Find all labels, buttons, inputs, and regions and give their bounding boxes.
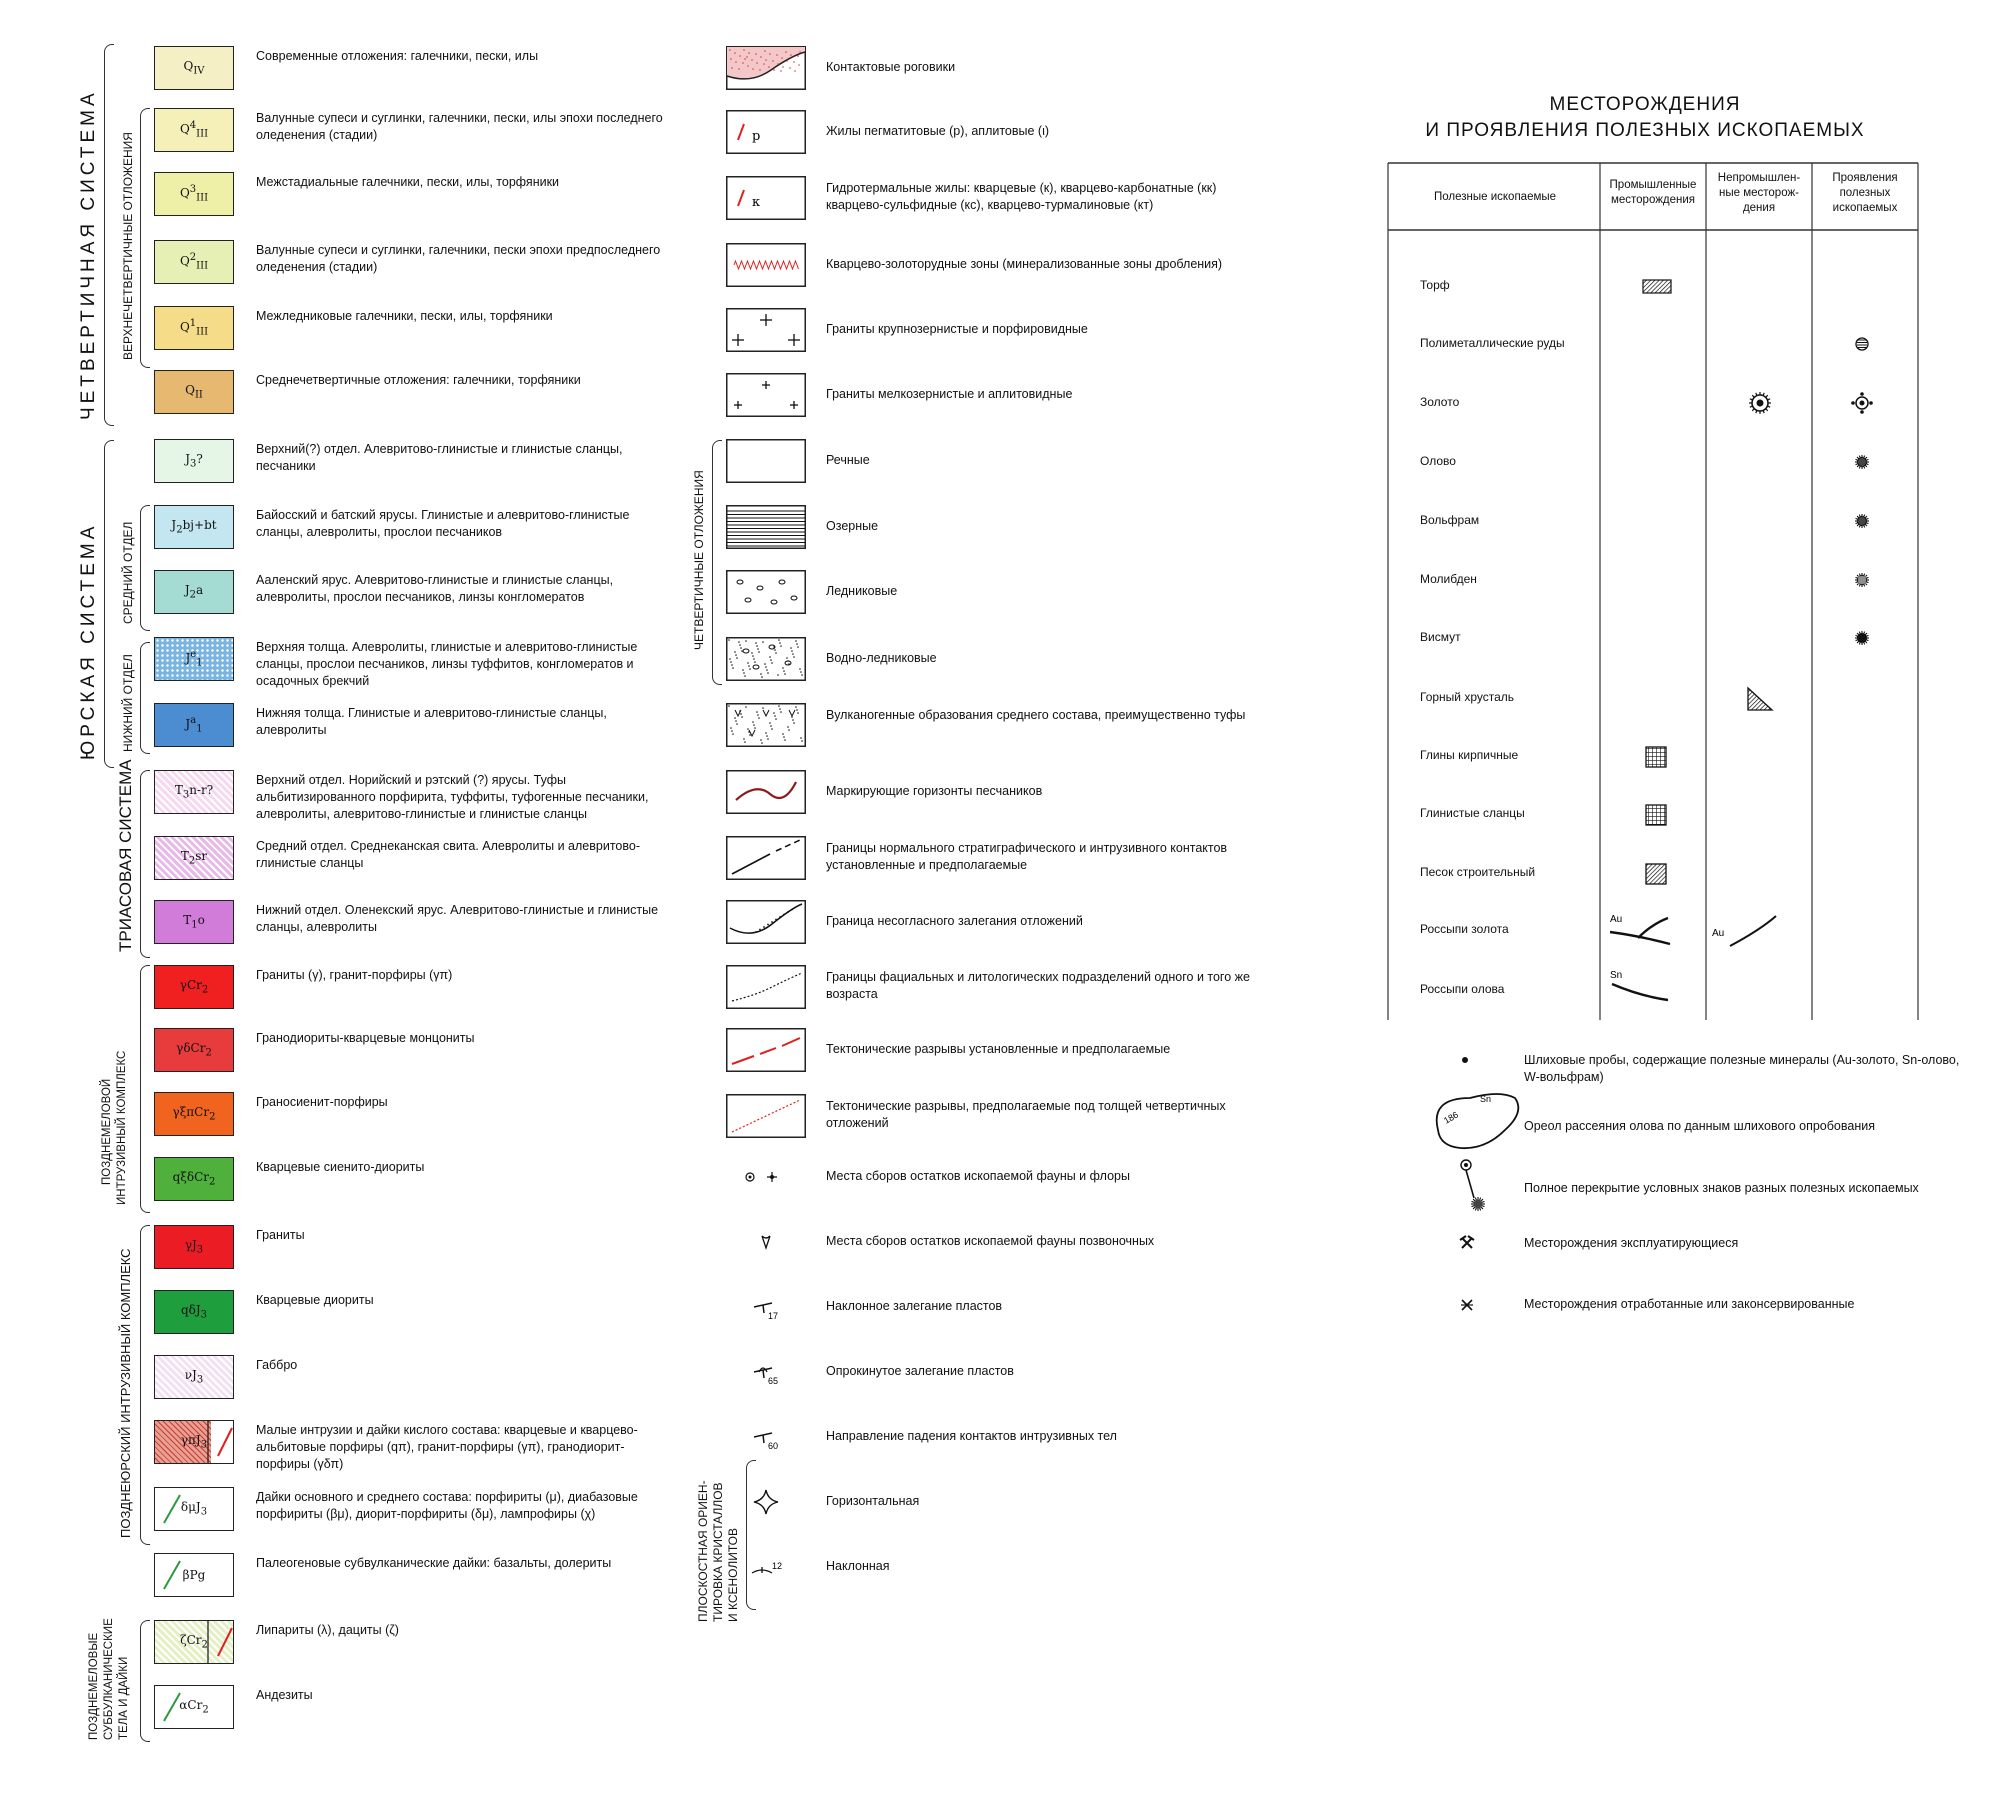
legend-text-23: Палеогеновые субвулканические дайки: базальты, долериты	[256, 1556, 612, 1570]
mineral-row-5: Молибден	[1420, 572, 1477, 586]
mineral-row-1: Полиметаллические руды	[1420, 336, 1565, 350]
label-subvolcanic-2: СУББУЛКАНИЧЕСКИЕ	[103, 1618, 115, 1740]
mineral-row-12: Россыпи олова	[1420, 982, 1505, 996]
legend-code-15: γδCr$_2$	[176, 1041, 212, 1059]
symbol-text-7: Озерные	[826, 519, 879, 533]
symbol-text-21: Направление падения контактов интрузивных тел	[826, 1429, 1117, 1443]
legend-text-24: Липариты (λ), дациты (ζ)	[256, 1623, 399, 1637]
note-text-3: Месторождения эксплуатирующиеся	[1524, 1236, 1739, 1250]
label-planar-3: И КСЕНОЛИТОВ	[726, 1528, 740, 1622]
label-quaternary: ЧЕТВЕРТИЧНАЯ СИСТЕМА	[78, 89, 99, 420]
svg-text:186: 186	[1442, 1109, 1461, 1126]
legend-code-6: $J_3$?	[185, 452, 203, 470]
symbol-text-1: Жилы пегматитовые (р), аплитовые (ι)	[826, 124, 1050, 138]
legend-text-19: Кварцевые диориты	[256, 1293, 374, 1307]
vein-code-2: к	[752, 195, 761, 210]
symbol-text-0: Контактовые роговики	[826, 60, 956, 74]
legend-code-21: γπJ$_3$	[180, 1433, 208, 1451]
symbol-text-11: Маркирующие горизонты песчаников	[826, 784, 1043, 798]
label-lower-jurassic: НИЖНИЙ ОТДЕЛ	[121, 654, 135, 752]
svg-text:Sn: Sn	[1610, 970, 1623, 981]
symbol-text-17: Места сборов остатков ископаемой фауны и флоры	[826, 1169, 1130, 1183]
legend-text-21: Малые интрузии и дайки кислого состава: кварцевые и кварцево-альбитовые порфиры (qπ), гранит-порфиры (γπ), гранодиорит-порфиры (γδπ)	[256, 1423, 638, 1471]
mineral-row-8: Глины кирпичные	[1420, 748, 1519, 762]
dip-angle-21: 60	[768, 1441, 779, 1451]
symbol-text-22: Горизонтальная	[826, 1494, 920, 1508]
legend-text-25: Андезиты	[256, 1688, 313, 1702]
legend-code-10: $J^a_1$	[185, 715, 203, 735]
symbol-text-12: Границы нормального стратиграфического и интрузивного контактов установленные и предполагаемые	[826, 841, 1228, 872]
legend-text-12: Средний отдел. Среднеканская свита. Алевролиты и алевритово-глинистые сланцы	[256, 839, 640, 870]
legend-code-5: $Q_{II}$	[185, 383, 203, 401]
mineral-row-11: Россыпи золота	[1420, 922, 1509, 936]
symbol-text-16: Тектонические разрывы, предполагаемые под толщей четвертичных отложений	[826, 1099, 1226, 1130]
legend-code-22: δμJ$_3$	[180, 1500, 208, 1518]
symbol-text-20: Опрокинутое залегание пластов	[826, 1364, 1014, 1378]
legend-code-9: $J^e_1$	[185, 649, 203, 669]
legend-code-11: $T_3n-r$?	[174, 783, 214, 801]
mineral-row-3: Олово	[1420, 454, 1456, 468]
label-middle-jurassic: СРЕДНИЙ ОТДЕЛ	[121, 521, 135, 624]
mineral-row-6: Висмут	[1420, 630, 1461, 644]
symbol-text-18: Места сборов остатков ископаемой фауны позвоночных	[826, 1234, 1155, 1248]
legend-code-7: $J_2bj+bt$	[171, 518, 217, 536]
label-subvolcanic-1: ПОЗДНЕМЕЛОВЫЕ	[88, 1632, 100, 1740]
legend-text-3: Валунные супеси и суглинки, галечники, пески эпохи предпоследнего оледенения (стадии)	[256, 243, 661, 274]
symbol-text-14: Границы фациальных и литологических подразделений одного и того же возраста	[826, 970, 1250, 1001]
legend-text-2: Межстадиальные галечники, пески, илы, торфяники	[256, 175, 560, 189]
legend-code-17: qξδCr$_2$	[172, 1170, 216, 1188]
legend-code-2: $Q^3_{III}$	[179, 184, 209, 204]
legend-code-24: ζCr$_2$	[180, 1633, 208, 1651]
symbol-text-15: Тектонические разрывы установленные и предполагаемые	[826, 1042, 1171, 1056]
legend-code-19: qδJ$_3$	[180, 1303, 208, 1321]
label-triassic: ТРИАСОВАЯ СИСТЕМА	[116, 759, 135, 952]
legend-code-18: $\gamma J_3$	[184, 1238, 204, 1256]
legend-text-4: Межледниковые галечники, пески, илы, торфяники	[256, 309, 553, 323]
label-quaternary-deposits: ЧЕТВЕРТИЧНЫЕ ОТЛОЖЕНИЯ	[692, 470, 706, 650]
symbol-text-2: Гидротермальные жилы: кварцевые (к), кварцево-карбонатные (кк) кварцево-сульфидные (кс), кварцево-турмалиновые (кт)	[826, 181, 1217, 212]
header-industrial: Промышленные месторождения	[1609, 179, 1697, 206]
label-subvolcanic-3: ТЕЛА И ДАЙКИ	[118, 1656, 130, 1740]
label-planar-1: ПЛОСКОСТНАЯ ОРИЕН-	[696, 1480, 710, 1622]
legend-text-6: Верхний(?) отдел. Алевритово-глинистые и глинистые сланцы, песчаники	[256, 442, 623, 473]
deposits-title-1: МЕСТОРОЖДЕНИЯ	[1549, 94, 1741, 115]
legend-text-9: Верхняя толща. Алевролиты, глинистые и алевритово-глинистые сланцы, прослои песчаников, линзы туффитов, конгломератов и осадочных брекчий	[256, 640, 638, 688]
vein-code-1: р	[752, 129, 761, 144]
legend-text-13: Нижний отдел. Оленекский ярус. Алевритово-глинистые и глинистые сланцы, алевролиты	[256, 903, 659, 934]
note-text-0: Шлиховые пробы, содержащие полезные минералы (Au-золото, Sn-олово, W-вольфрам)	[1524, 1053, 1960, 1084]
legend-text-11: Верхний отдел. Норийский и рэтский (?) ярусы. Туфы альбитизированного порфирита, туффиты, туфогенные песчаники, алевролиты, алевритово-глинистые и глинистые сланцы	[256, 773, 649, 821]
legend-code-23: βPg	[182, 1568, 206, 1582]
legend-text-15: Гранодиориты-кварцевые монцониты	[256, 1031, 475, 1045]
symbol-text-10: Вулканогенные образования среднего состава, преимущественно туфы	[826, 708, 1246, 722]
legend-text-14: Граниты (γ), гранит-порфиры (γπ)	[256, 968, 453, 982]
label-late-cretaceous-1: ПОЗДНЕМЕЛОВОЙ	[101, 1078, 113, 1185]
legend-code-8: $J_2a$	[184, 583, 204, 601]
svg-text:Au: Au	[1610, 914, 1623, 925]
mineral-row-4: Вольфрам	[1420, 513, 1480, 527]
legend-code-3: $Q^2_{III}$	[179, 252, 209, 272]
dip-angle-23: 12	[772, 1561, 783, 1571]
legend-text-0: Современные отложения: галечники, пески, илы	[256, 49, 539, 63]
legend-text-5: Среднечетвертичные отложения: галечники, торфяники	[256, 373, 581, 387]
legend-text-18: Граниты	[256, 1228, 305, 1242]
legend-code-25: αCr$_2$	[179, 1698, 209, 1716]
mineral-row-2: Золото	[1420, 395, 1460, 409]
legend-text-7: Байосский и батский ярусы. Глинистые и алевритово-глинистые сланцы, алевролиты, прослои песчаников	[256, 508, 630, 539]
symbol-text-23: Наклонная	[826, 1559, 890, 1573]
legend-text-17: Кварцевые сиенито-диориты	[256, 1160, 425, 1174]
legend-code-12: $T_2sr$	[180, 849, 208, 867]
svg-text:Au: Au	[1712, 928, 1725, 939]
mineral-row-10: Песок строительный	[1420, 865, 1536, 879]
legend-text-22: Дайки основного и среднего состава: порфириты (μ), диабазовые порфириты (βμ), диорит-порфириты (δμ), лампрофиры (χ)	[256, 1490, 638, 1521]
mineral-row-0: Торф	[1420, 278, 1450, 292]
header-occurrences: Проявления полезных ископаемых	[1832, 172, 1898, 214]
symbol-text-9: Водно-ледниковые	[826, 651, 937, 665]
dip-angle-20: 65	[768, 1376, 779, 1386]
symbol-text-4: Граниты крупнозернистые и порфировидные	[826, 322, 1088, 336]
symbol-text-5: Граниты мелкозернистые и аплитовидные	[826, 387, 1073, 401]
mineral-row-9: Глинистые сланцы	[1420, 806, 1525, 820]
label-jurassic: ЮРСКАЯ СИСТЕМА	[78, 522, 99, 760]
svg-text:Sn: Sn	[1480, 1094, 1492, 1104]
symbol-text-8: Ледниковые	[826, 584, 898, 598]
legend-text-20: Габбро	[256, 1358, 298, 1372]
label-late-jurassic-intrusive: ПОЗДНЕЮРСКИЙ ИНТРУЗИВНЫЙ КОМПЛЕКС	[118, 1248, 133, 1538]
label-planar-2: ТИРОВКА КРИСТАЛЛОВ	[711, 1482, 725, 1622]
legend-code-20: $\nu J_3$	[184, 1368, 204, 1386]
symbol-text-3: Кварцево-золоторудные зоны (минерализованные зоны дробления)	[826, 257, 1223, 271]
label-late-cretaceous-2: ИНТРУЗИВНЫЙ КОМПЛЕКС	[116, 1050, 128, 1205]
legend-text-8: Ааленский ярус. Алевритово-глинистые и глинистые сланцы, алевролиты, прослои песчаников, линзы конгломератов	[256, 573, 614, 604]
legend-code-4: $Q^1_{III}$	[179, 318, 209, 338]
header-minerals: Полезные ископаемые	[1433, 191, 1557, 203]
legend-text-1: Валунные супеси и суглинки, галечники, пески, илы эпохи последнего оледенения (стадии)	[256, 111, 663, 142]
legend-code-1: $Q^4_{III}$	[179, 120, 209, 140]
symbol-text-19: Наклонное залегание пластов	[826, 1299, 1003, 1313]
legend-code-14: γCr$_2$	[179, 978, 209, 996]
legend-text-10: Нижняя толща. Глинистые и алевритово-глинистые сланцы, алевролиты	[256, 706, 607, 737]
legend-code-16: γξπCr$_2$	[172, 1105, 216, 1123]
symbol-text-6: Речные	[826, 453, 870, 467]
note-text-4: Месторождения отработанные или законсервированные	[1524, 1297, 1855, 1311]
mineral-row-7: Горный хрусталь	[1420, 690, 1515, 704]
label-upper-quaternary: ВЕРХНЕЧЕТВЕРТИЧНЫЕ ОТЛОЖЕНИЯ	[121, 132, 135, 360]
note-text-1: Ореол рассеяния олова по данным шлихового опробования	[1524, 1119, 1875, 1133]
note-text-2: Полное перекрытие условных знаков разных полезных ископаемых	[1524, 1181, 1919, 1195]
dip-angle-19: 17	[768, 1311, 779, 1321]
legend-code-13: $T_1o$	[183, 913, 205, 931]
symbol-text-13: Граница несогласного залегания отложений	[826, 914, 1083, 928]
legend-code-0: $Q_{IV}$	[183, 59, 205, 77]
header-nonindustrial: Непромышлен-ные месторож-дения	[1717, 172, 1801, 214]
legend-text-16: Граносиенит-порфиры	[256, 1095, 388, 1109]
deposits-title-2: И ПРОЯВЛЕНИЯ ПОЛЕЗНЫХ ИСКОПАЕМЫХ	[1425, 120, 1865, 141]
